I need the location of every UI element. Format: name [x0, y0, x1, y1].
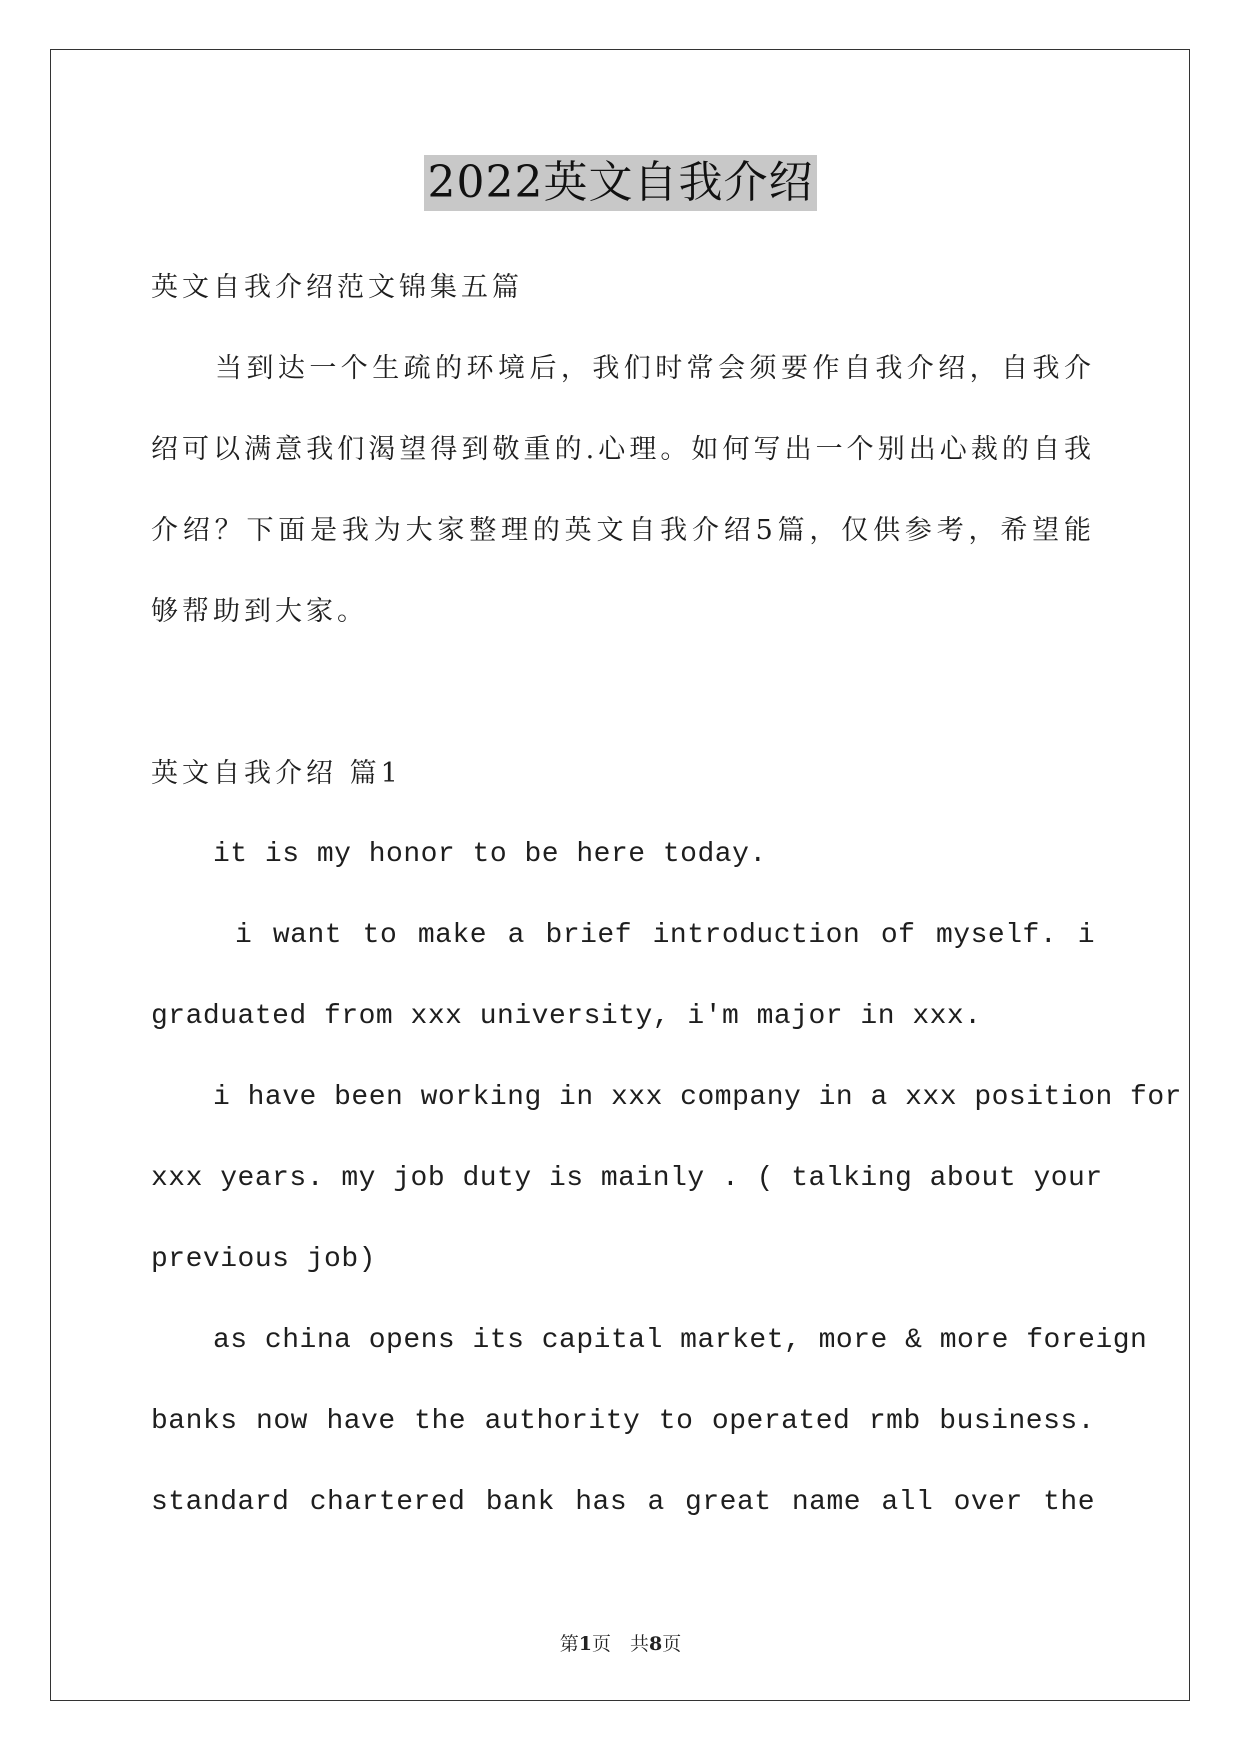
body-line-4: i have been working in xxx company in a xxx position for: [213, 1082, 1182, 1113]
title-container: [0, 155, 1241, 211]
intro-line-1: 当到达一个生疏的环境后，我们时常会须要作自我介绍，自我介: [215, 353, 1095, 384]
page-footer: [0, 1632, 1241, 1656]
body-line-9: standard chartered bank has a great name all over the: [151, 1487, 1095, 1518]
body-line-1: it is my honor to be here today.: [213, 839, 767, 870]
body-line-7: as china opens its capital market, more & more foreign: [213, 1325, 1148, 1356]
footer-page-number: 1: [578, 1633, 592, 1655]
intro-line-3: 介绍？下面是我为大家整理的英文自我介绍5篇，仅供参考，希望能: [151, 515, 1095, 546]
body-line-2: i want to make a brief introduction of myself. i: [235, 920, 1095, 951]
body-line-6: previous job): [151, 1244, 376, 1275]
document-title: 2022英文自我介绍: [424, 155, 818, 211]
section-heading: 英文自我介绍 篇1: [151, 758, 402, 789]
intro-line-2: 绍可以满意我们渴望得到敬重的.心理。如何写出一个别出心裁的自我: [151, 434, 1095, 465]
intro-line-4: 够帮助到大家。: [151, 596, 368, 627]
footer-suffix: 页: [662, 1633, 682, 1655]
body-line-8: banks now have the authority to operated rmb business.: [151, 1406, 1095, 1437]
footer-mid: 页 共: [591, 1633, 649, 1655]
body-line-5: xxx years. my job duty is mainly . ( talking about your: [151, 1163, 1103, 1194]
subtitle: 英文自我介绍范文锦集五篇: [151, 272, 523, 303]
footer-prefix: 第: [559, 1633, 579, 1655]
body-line-3: graduated from xxx university, i'm major in xxx.: [151, 1001, 982, 1032]
footer-total-pages: 8: [649, 1633, 663, 1655]
